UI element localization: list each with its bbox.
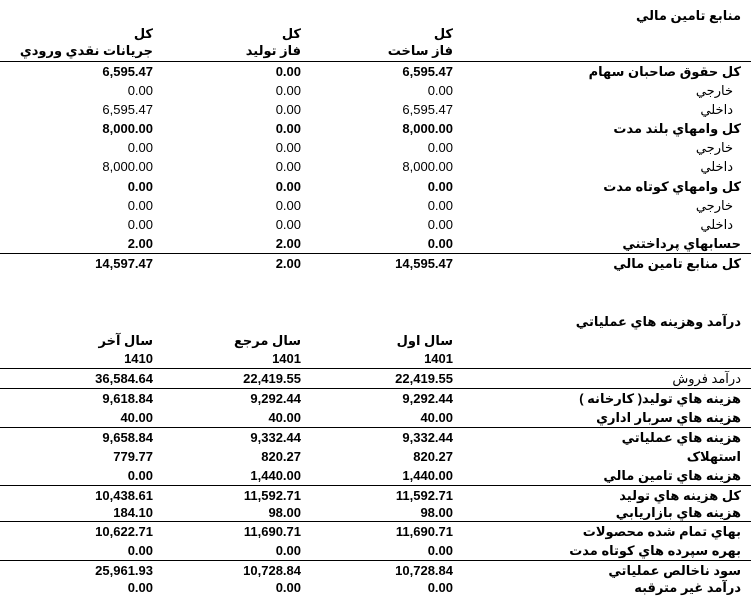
row-value-col2: 40.00 xyxy=(268,410,301,425)
row-label: سود ناخالص عملياتي xyxy=(608,563,741,578)
row-value-col1: 6,595.47 xyxy=(102,102,153,117)
row-value-col3: 9,292.44 xyxy=(402,391,453,406)
row-label: هزينه هاي بازاريابي xyxy=(615,505,741,520)
row-value-col1: 9,658.84 xyxy=(102,430,153,445)
s2-row-divider xyxy=(0,485,751,486)
row-value-col1: 0.00 xyxy=(127,468,153,483)
row-value-col1: 9,618.84 xyxy=(102,391,153,406)
row-value-col3: 0.00 xyxy=(427,140,453,155)
row-label: درآمد غير مترقبه xyxy=(634,580,741,595)
section2-title: درآمد وهزينه هاي عملياتي xyxy=(575,314,741,329)
row-value-col3: 10,728.84 xyxy=(395,563,453,578)
row-label: خارجي xyxy=(695,198,733,213)
row-value-col2: 0.00 xyxy=(275,64,301,79)
s2-col1-header-bottom: 1410 xyxy=(124,351,153,366)
row-value-col2: 1,440.00 xyxy=(250,468,301,483)
row-value-col2: 0.00 xyxy=(275,580,301,595)
row-value-col2: 0.00 xyxy=(275,102,301,117)
row-value-col3: 98.00 xyxy=(420,505,453,520)
s2-col2-header-bottom: 1401 xyxy=(272,351,301,366)
row-value-col3: 22,419.55 xyxy=(395,371,453,386)
row-label: کل وامهاي بلند مدت xyxy=(613,121,741,136)
row-label: استهلاک xyxy=(686,449,741,464)
s2-row-divider xyxy=(0,521,751,522)
total-value-col3: 14,595.47 xyxy=(395,256,453,271)
s1-col2-header-bottom: فاز توليد xyxy=(245,43,301,58)
row-value-col3: 6,595.47 xyxy=(402,64,453,79)
row-value-col3: 0.00 xyxy=(427,179,453,194)
row-value-col1: 8,000.00 xyxy=(102,159,153,174)
row-label: هزينه هاي تامين مالي xyxy=(603,468,741,483)
row-value-col1: 0.00 xyxy=(127,179,153,194)
total-value-col1: 14,597.47 xyxy=(95,256,153,271)
s1-col2-header-top: کل xyxy=(281,26,301,41)
row-value-col1: 10,438.61 xyxy=(95,488,153,503)
section1-title: منابع تامین مالي xyxy=(635,8,741,23)
row-label: درآمد فروش xyxy=(672,371,741,386)
row-value-col2: 9,332.44 xyxy=(250,430,301,445)
row-value-col3: 8,000.00 xyxy=(402,159,453,174)
row-value-col2: 0.00 xyxy=(275,198,301,213)
s2-row-divider xyxy=(0,388,751,389)
row-value-col3: 820.27 xyxy=(413,449,453,464)
row-value-col2: 0.00 xyxy=(275,159,301,174)
row-value-col2: 11,592.71 xyxy=(243,488,301,503)
row-value-col3: 0.00 xyxy=(427,543,453,558)
row-value-col2: 98.00 xyxy=(268,505,301,520)
row-value-col1: 25,961.93 xyxy=(95,563,153,578)
s1-col1-header-bottom: جريانات نقدي ورودي xyxy=(19,43,153,58)
row-label: حسابهاي پرداختني xyxy=(622,236,741,251)
row-value-col1: 2.00 xyxy=(127,236,153,251)
row-value-col2: 9,292.44 xyxy=(250,391,301,406)
row-value-col2: 22,419.55 xyxy=(243,371,301,386)
row-value-col1: 6,595.47 xyxy=(102,64,153,79)
row-label: خارجي xyxy=(695,140,733,155)
s2-col3-header-bottom: 1401 xyxy=(424,351,453,366)
row-value-col2: 0.00 xyxy=(275,121,301,136)
s1-total-divider xyxy=(0,253,751,254)
row-value-col1: 40.00 xyxy=(120,410,153,425)
row-value-col3: 40.00 xyxy=(420,410,453,425)
row-value-col1: 0.00 xyxy=(127,83,153,98)
s2-header-divider xyxy=(0,368,751,369)
row-value-col3: 11,690.71 xyxy=(395,524,453,539)
row-label: داخلي xyxy=(700,217,733,232)
s2-row-divider xyxy=(0,427,751,428)
row-value-col1: 0.00 xyxy=(127,217,153,232)
total-label: کل منابع تامين مالي xyxy=(613,256,741,271)
row-value-col1: 10,622.71 xyxy=(95,524,153,539)
row-value-col1: 8,000.00 xyxy=(102,121,153,136)
row-label: کل هزينه هاي توليد xyxy=(619,488,741,503)
row-value-col1: 779.77 xyxy=(113,449,153,464)
s2-col2-header-top: سال مرجع xyxy=(234,333,301,348)
row-label: هزينه هاي سربار اداري xyxy=(596,410,741,425)
row-label: بهره سپرده هاي کوتاه مدت xyxy=(569,543,741,558)
row-label: خارجي xyxy=(695,83,733,98)
row-value-col1: 0.00 xyxy=(127,198,153,213)
row-value-col1: 184.10 xyxy=(113,505,153,520)
row-label: داخلي xyxy=(700,159,733,174)
row-value-col2: 2.00 xyxy=(275,236,301,251)
row-value-col2: 820.27 xyxy=(261,449,301,464)
row-value-col3: 0.00 xyxy=(427,83,453,98)
row-value-col1: 0.00 xyxy=(127,543,153,558)
row-value-col2: 10,728.84 xyxy=(243,563,301,578)
s1-col3-header-top: کل xyxy=(433,26,453,41)
row-value-col2: 11,690.71 xyxy=(243,524,301,539)
row-value-col2: 0.00 xyxy=(275,217,301,232)
row-value-col2: 0.00 xyxy=(275,83,301,98)
row-value-col1: 0.00 xyxy=(127,580,153,595)
row-value-col1: 0.00 xyxy=(127,140,153,155)
row-value-col3: 0.00 xyxy=(427,580,453,595)
row-label: هزينه هاي توليد( کارخانه ) xyxy=(579,391,741,406)
total-value-col2: 2.00 xyxy=(275,256,301,271)
s1-col3-header-bottom: فاز ساخت xyxy=(387,43,453,58)
s1-col1-header-top: کل xyxy=(133,26,153,41)
row-value-col1: 36,584.64 xyxy=(95,371,153,386)
row-label: کل وامهاي کوتاه مدت xyxy=(603,179,741,194)
row-value-col3: 0.00 xyxy=(427,236,453,251)
row-label: بهاي تمام شده محصولات xyxy=(582,524,741,539)
row-value-col3: 1,440.00 xyxy=(402,468,453,483)
row-value-col2: 0.00 xyxy=(275,179,301,194)
row-value-col3: 11,592.71 xyxy=(395,488,453,503)
row-value-col2: 0.00 xyxy=(275,543,301,558)
s2-col1-header-top: سال آخر xyxy=(98,333,153,348)
row-value-col3: 0.00 xyxy=(427,217,453,232)
row-label: کل حقوق صاحبان سهام xyxy=(588,64,741,79)
row-value-col3: 9,332.44 xyxy=(402,430,453,445)
row-label: داخلي xyxy=(700,102,733,117)
row-value-col3: 8,000.00 xyxy=(402,121,453,136)
row-label: هزينه هاي عملياتي xyxy=(621,430,741,445)
s1-header-divider xyxy=(0,61,751,62)
row-value-col3: 0.00 xyxy=(427,198,453,213)
s2-row-divider xyxy=(0,560,751,561)
s2-col3-header-top: سال اول xyxy=(396,333,453,348)
row-value-col2: 0.00 xyxy=(275,140,301,155)
row-value-col3: 6,595.47 xyxy=(402,102,453,117)
